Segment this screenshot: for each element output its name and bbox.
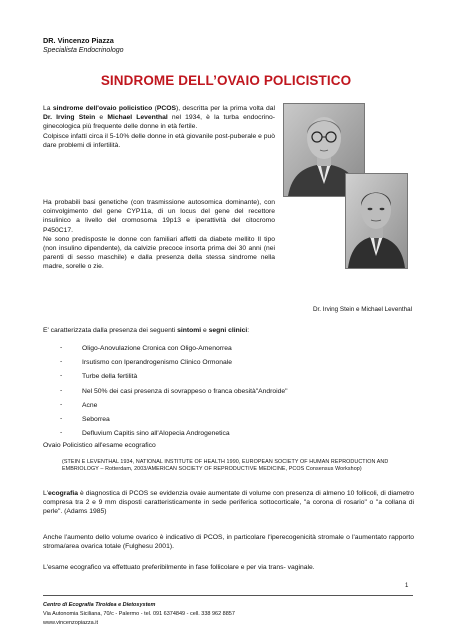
bullet-dash: - [60,400,63,408]
list-item: - Nel 50% dei casi presenza di sovrappeso o franca obesità"Androide" [60,386,288,395]
list-item: - Oligo-Anovulazione Cronica con Oligo-Amenorrea [60,344,232,352]
page-title: SINDROME DELL’OVAIO POLICISTICO [100,73,352,88]
intro-paragraph: La sindrome dell'ovaio policistico (PCOS), descritta per la prima volta dal Dr. Irving Stein e Michael Leventhal nel 1934, è la turba endocrino-ginecologica più frequente delle donne in età fertile. Colpisce infatti circa il 5-10% delle donne in età giovanile post-puberale e può dare problemi di infertilità. [43,105,275,149]
echo-heading: Ovaio Policistico all'esame ecografico [43,442,156,449]
list-item: - Seborrea [60,414,110,423]
footer-address: Via Autonomia Siciliana, 70/c - Palermo - tel. 091 6374849 - cell. 338 962 8857 [43,611,235,617]
footer-center-name: Centro di Ecografia Tiroidea e Dietosystem [43,602,156,608]
leventhal-portrait [345,173,408,269]
volume-paragraph: Anche l'aumento dello volume ovarico è indicativo di PCOS, in particolare l'iperecogenicità stromale o l'aumentato rapporto stroma/area ovarica totale (Fulghesu 2001). [43,534,414,551]
bullet-dash: - [60,414,63,422]
symptoms-list [60,345,288,444]
follicular-paragraph: L'esame ecografico va effettuato preferibilmente in fase follicolare e per via trans- vaginale. [43,564,315,571]
echo-paragraph: L'ecografia è diagnostica di PCOS se evidenzia ovaie aumentate di volume con presenza di almeno 10 follicoli, di diametro compresa tra 2 e 9 mm disposti caratteristicamente in sede periferica sottocorticale, "a corona di rosario" o "a collana di perle". (Adams 1985) [43,490,414,516]
list-item: - Irsutismo con Iperandrogenismo Clinico Ormonale [60,358,233,367]
genetics-paragraph: Ha probabili basi genetiche (con trasmissione autosomica dominante), con coinvolgimento del gene CYP11a, di un locus del gene del recettore insulinico a livello del cromosoma 19p13 e iperattività del citocromo P450C17. Ne sono predisposte le donne con familiari affetti da diabete mellito II tipo (non insulino dipendente), da calvizie precoce insorta prima dei 30 anni (nei parenti di sesso maschile) e dalla presenza della stessa sindrome nella madre, sorelle o zie. [43,199,275,271]
list-item: - Defluvium Capitis sino all'Alopecia Androgenetica [60,429,230,438]
bullet-dash: - [60,372,63,380]
page-number: 1 [405,583,409,589]
doctor-name: DR. Vincenzo Piazza [43,36,114,45]
symptoms-intro: E' caratterizzata dalla presenza dei seguenti sintomi e segni clinici: [43,327,250,334]
doctor-specialty: Specialista Endocrinologo [43,47,124,54]
footer-divider [43,595,413,596]
list-item: - Turbe della fertilità [60,372,138,381]
bullet-dash: - [60,358,63,366]
bullet-dash: - [60,386,63,394]
references: (STEIN E LEVENTHAL 1934, NATIONAL INSTITUTE OF HEALTH 1990, EUROPEAN SOCIETY OF HUMAN REPRODUCTION AND EMBRIOLOGY – Rotterdam, 2003/AMERICAN SOCIETY OF REPRODUCTIVE MEDICINE, PCOS Consensus Workshop) [62,459,389,472]
list-item: - Acne [60,400,98,409]
photo-caption: Dr. Irving Stein e Michael Leventhal [312,306,412,313]
bullet-dash: - [60,344,63,351]
bullet-dash: - [60,429,63,437]
footer-website[interactable]: www.vincenzopiazza.it [43,620,99,626]
